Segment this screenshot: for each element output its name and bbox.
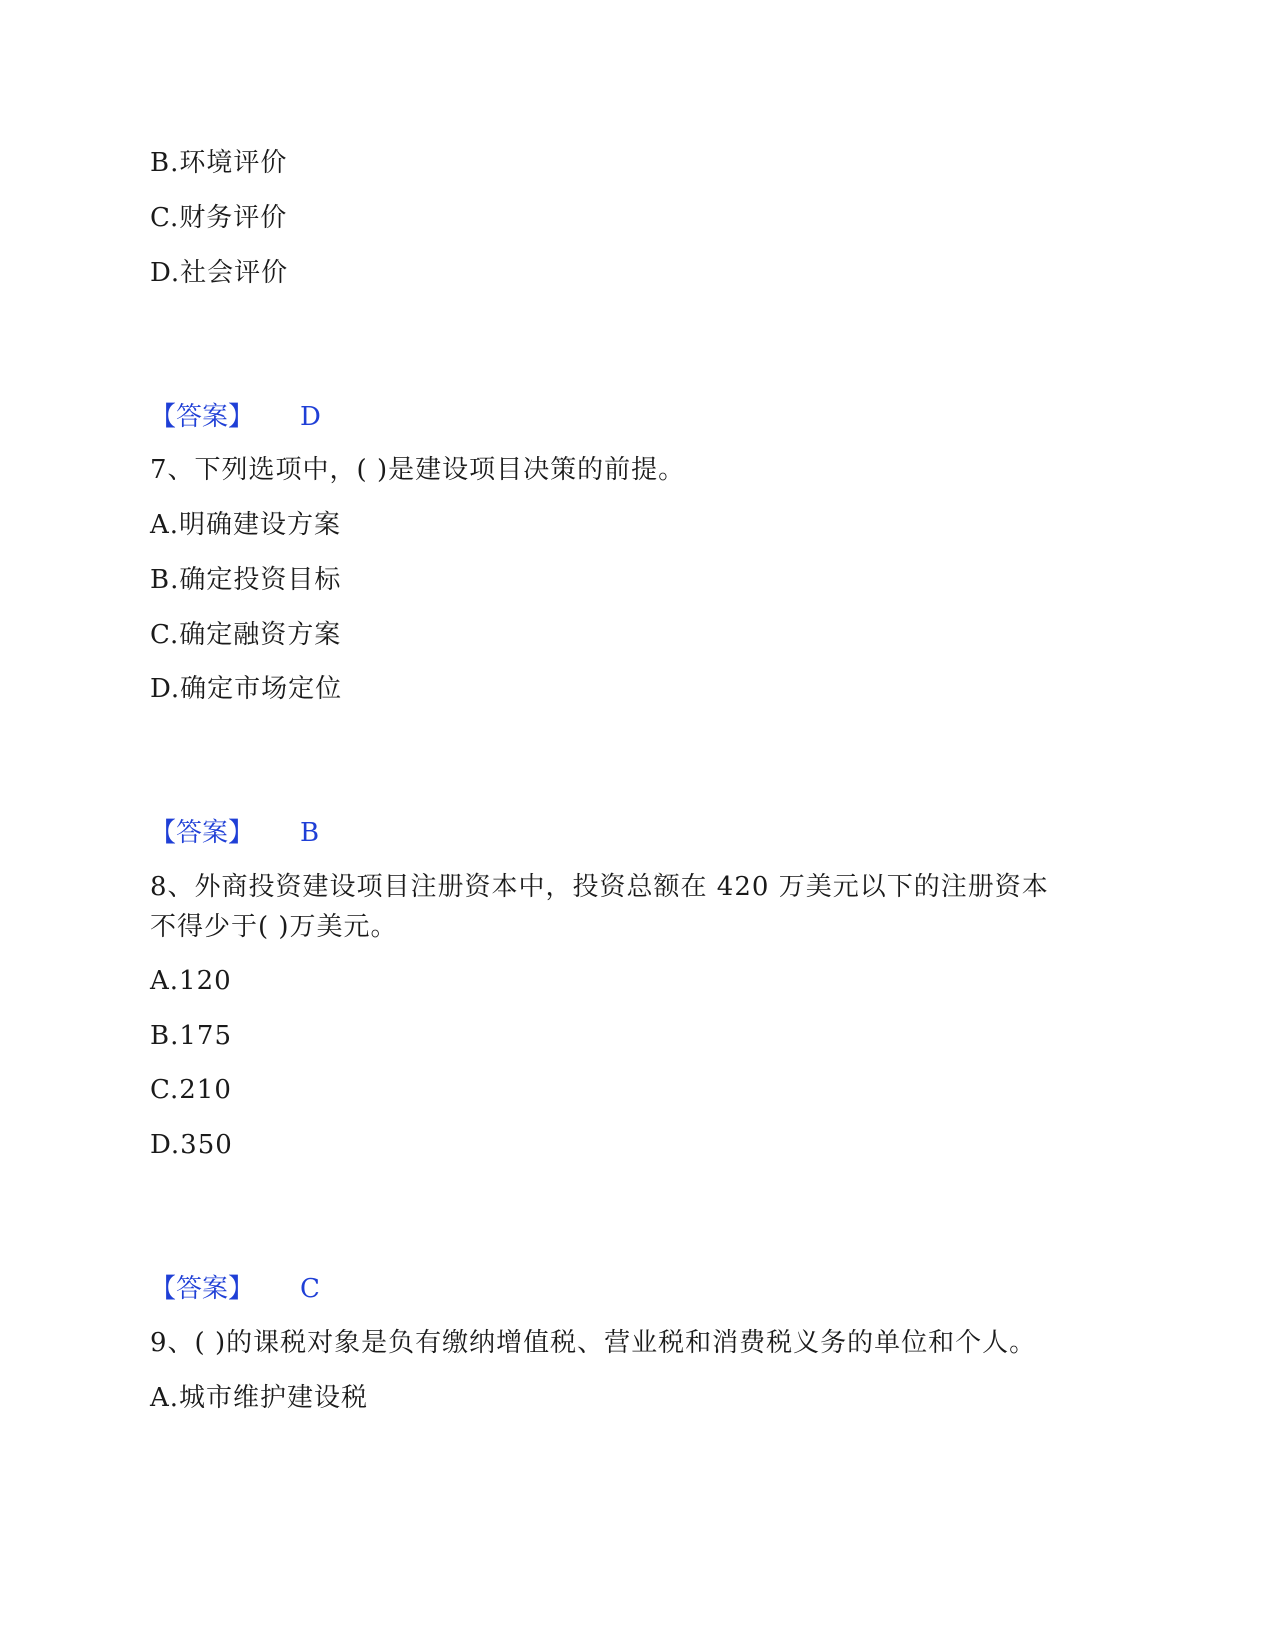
- q8-option-b: B.175: [150, 1021, 232, 1051]
- q7-option-c: C.确定融资方案: [150, 620, 342, 650]
- q6-option-d: D.社会评价: [150, 258, 289, 288]
- answer-value: D: [300, 402, 321, 432]
- answer-label: 【答案】: [150, 402, 255, 432]
- q8-stem-line1: 8、外商投资建设项目注册资本中，投资总额在 420 万美元以下的注册资本: [150, 872, 1049, 902]
- q8-answer: [150, 1272, 320, 1306]
- q7-answer: [150, 816, 320, 850]
- q8-option-d: D.350: [150, 1130, 233, 1160]
- q7-option-a: A.明确建设方案: [150, 510, 342, 540]
- q7-stem: 7、下列选项中，( )是建设项目决策的前提。: [150, 455, 686, 485]
- answer-label: 【答案】: [150, 1274, 255, 1304]
- q8-option-a: A.120: [150, 966, 232, 996]
- q8-stem-line2: 不得少于( )万美元。: [150, 912, 398, 942]
- q6-answer: [150, 400, 321, 434]
- answer-value: C: [300, 1274, 320, 1304]
- q8-option-c: C.210: [150, 1075, 232, 1105]
- q7-option-d: D.确定市场定位: [150, 674, 343, 704]
- q6-option-c: C.财务评价: [150, 203, 288, 233]
- q6-option-b: B.环境评价: [150, 148, 288, 178]
- q9-stem: 9、( )的课税对象是负有缴纳增值税、营业税和消费税义务的单位和个人。: [150, 1328, 1037, 1358]
- answer-value: B: [300, 818, 320, 848]
- q7-option-b: B.确定投资目标: [150, 565, 342, 595]
- q9-option-a: A.城市维护建设税: [150, 1383, 369, 1413]
- answer-label: 【答案】: [150, 818, 255, 848]
